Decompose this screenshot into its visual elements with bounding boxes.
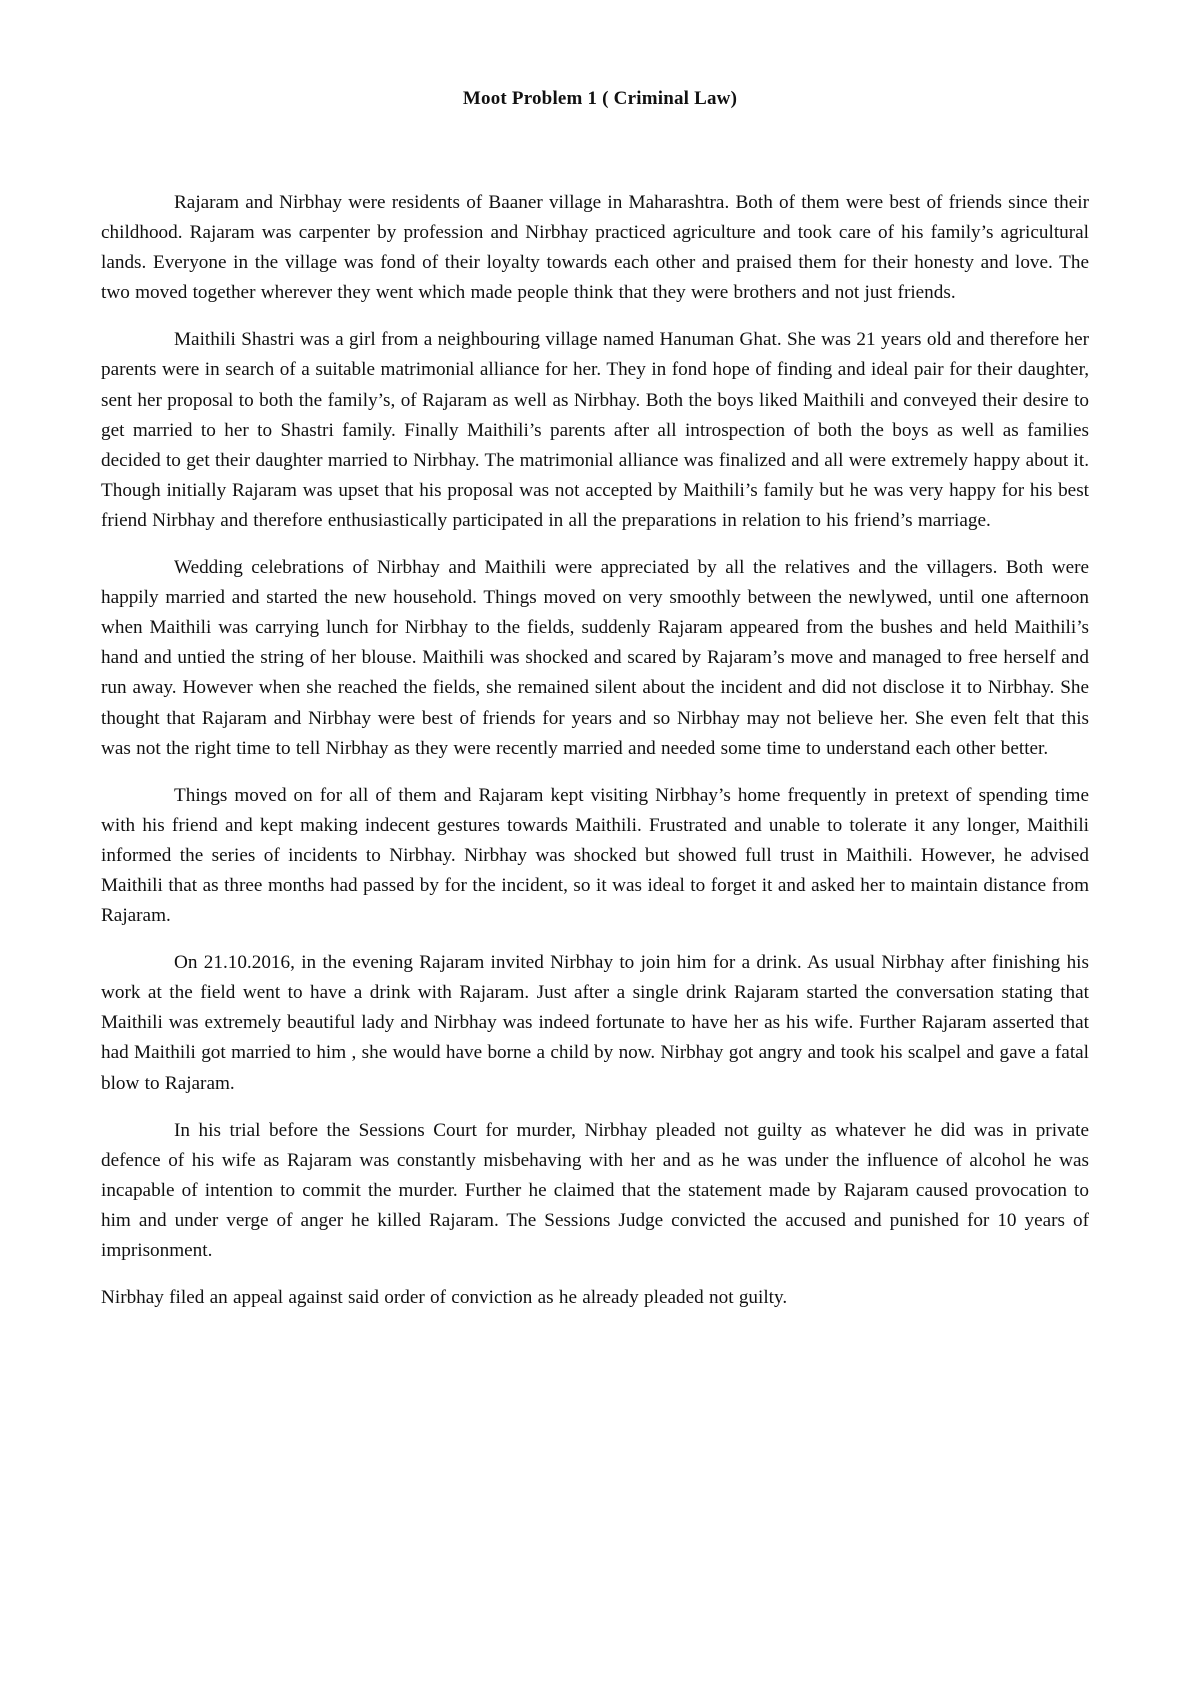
- paragraph-4: Things moved on for all of them and Rajaram kept visiting Nirbhay’s home frequently in pretext of spending time with his friend and kept making indecent gestures towards Maithili. Frustrated and unable to tolerate it any longer, Maithili informed the series of incidents to Nirbhay. Nirbhay was shocked but showed full trust in Maithili. However, he advised Maithili that as three months had passed by for the incident, so it was ideal to forget it and asked her to maintain distance from Rajaram.: [101, 784, 1089, 927]
- paragraph-2: Maithili Shastri was a girl from a neighbouring village named Hanuman Ghat. She was 21 years old and therefore her parents were in search of a suitable matrimonial alliance for her. They in fond hope of finding and ideal pair for their daughter, sent her proposal to both the family’s, of Rajaram as well as Nirbhay. Both the boys liked Maithili and conveyed their desire to get married to her to Shastri family. Finally Maithili’s parents after all introspection of both the boys as well as families decided to get their daughter married to Nirbhay. The matrimonial alliance was finalized and all were extremely happy about it. Though initially Rajaram was upset that his proposal was not accepted by Maithili’s family but he was very happy for his best friend Nirbhay and therefore enthusiastically participated in all the preparations in relation to his friend’s marriage.: [101, 329, 1089, 531]
- page-title: Moot Problem 1 ( Criminal Law): [462, 88, 738, 109]
- paragraph-7: Nirbhay filed an appeal against said order of conviction as he already pleaded not guilty.: [101, 1287, 788, 1309]
- document-body: [101, 188, 1089, 1330]
- paragraph-5: On 21.10.2016, in the evening Rajaram invited Nirbhay to join him for a drink. As usual Nirbhay after finishing his work at the field went to have a drink with Rajaram. Just after a single drink Rajaram started the conversation stating that Maithili was extremely beautiful lady and Nirbhay was indeed fortunate to have her as his wife. Further Rajaram asserted that had Maithili got married to him , she would have borne a child by now. Nirbhay got angry and took his scalpel and gave a fatal blow to Rajaram.: [101, 952, 1089, 1094]
- paragraph-1: Rajaram and Nirbhay were residents of Baaner village in Maharashtra. Both of them were best of friends since their childhood. Rajaram was carpenter by profession and Nirbhay practiced agriculture and took care of his family’s agricultural lands. Everyone in the village was fond of their loyalty towards each other and praised them for their honesty and love. The two moved together wherever they went which made people think that they were brothers and not just friends.: [101, 192, 1089, 304]
- paragraph-3: Wedding celebrations of Nirbhay and Maithili were appreciated by all the relatives and the villagers. Both were happily married and started the new household. Things moved on very smoothly between the newlywed, until one afternoon when Maithili was carrying lunch for Nirbhay to the fields, suddenly Rajaram appeared from the bushes and held Maithili’s hand and untied the string of her blouse. Maithili was shocked and scared by Rajaram’s move and managed to free herself and run away. However when she reached the fields, she remained silent about the incident and did not disclose it to Nirbhay. She thought that Rajaram and Nirbhay were best of friends for years and so Nirbhay may not believe her. She even felt that this was not the right time to tell Nirbhay as they were recently married and needed some time to understand each other better.: [101, 557, 1089, 759]
- paragraph-6: In his trial before the Sessions Court for murder, Nirbhay pleaded not guilty as whatever he did was in private defence of his wife as Rajaram was constantly misbehaving with her and as he was under the influence of alcohol he was incapable of intention to commit the murder. Further he claimed that the statement made by Rajaram caused provocation to him and under verge of anger he killed Rajaram. The Sessions Judge convicted the accused and punished for 10 years of imprisonment.: [101, 1119, 1089, 1261]
